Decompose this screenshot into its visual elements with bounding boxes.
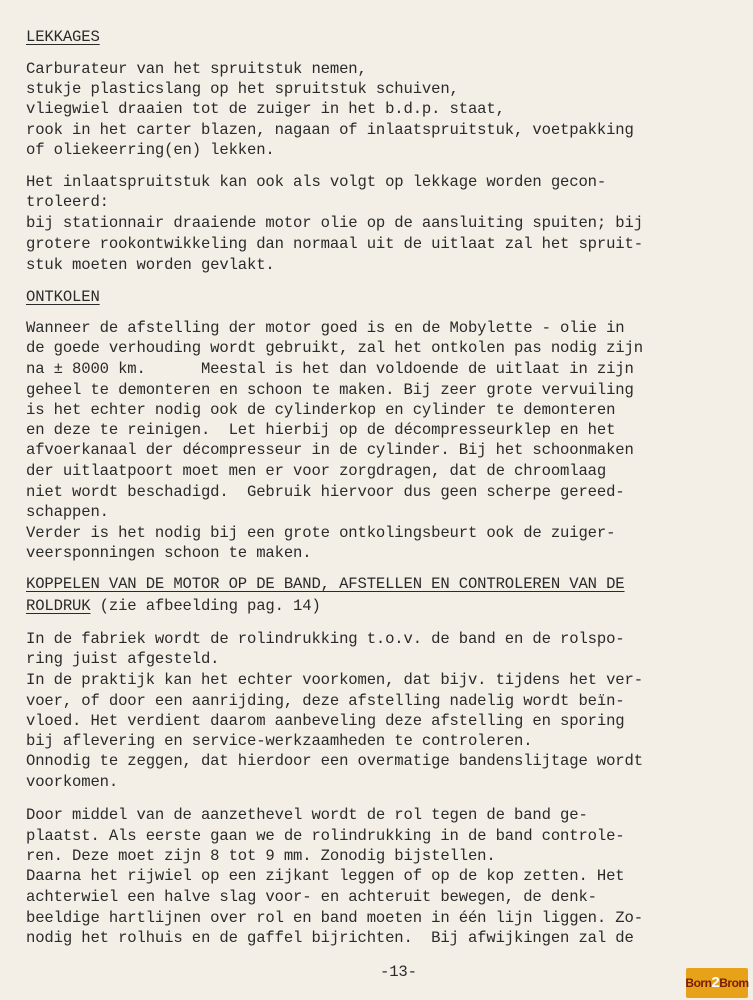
section-heading-lekkages: LEKKAGES xyxy=(26,28,100,46)
text-line: Door middel van de aanzethevel wordt de rol tegen de band ge- xyxy=(26,806,588,824)
text-line: Het inlaatspruitstuk kan ook als volgt op lekkage worden gecon- xyxy=(26,173,607,191)
text-line: na ± 8000 km. Meestal is het dan voldoende de uitlaat in zijn xyxy=(26,360,634,378)
text-line: nodig het rolhuis en de gaffel bijrichten. Bij afwijkingen zal de xyxy=(26,929,634,947)
heading-suffix: (zie afbeelding pag. 14) xyxy=(90,597,321,615)
text-line: voer, of door een aanrijding, deze afstelling nadelig wordt beïn- xyxy=(26,692,625,710)
born2brom-logo xyxy=(686,968,748,998)
text-line: is het echter nodig ook de cylinderkop en cylinder te demonteren xyxy=(26,401,616,419)
text-line: plaatst. Als eerste gaan we de rolindrukking in de band controle- xyxy=(26,827,625,845)
section-heading-ontkolen: ONTKOLEN xyxy=(26,288,100,306)
text-line: Daarna het rijwiel op een zijkant leggen of op de kop zetten. Het xyxy=(26,867,625,885)
text-line: en deze te reinigen. Let hierbij op de décompresseurklep en het xyxy=(26,421,616,439)
text-line: achterwiel een halve slag voor- en achteruit bewegen, de denk- xyxy=(26,888,597,906)
text-line: ring juist afgesteld. xyxy=(26,650,220,668)
text-line: In de fabriek wordt de rolindrukking t.o.v. de band en de rolspo- xyxy=(26,630,625,648)
text-line: stuk moeten worden gevlakt. xyxy=(26,256,275,274)
text-line: bij aflevering en service-werkzaamheden te controleren. xyxy=(26,732,533,750)
text-line: ren. Deze moet zijn 8 tot 9 mm. Zonodig bijstellen. xyxy=(26,847,496,865)
text-line: Carburateur van het spruitstuk nemen, xyxy=(26,60,367,78)
text-line: rook in het carter blazen, nagaan of inlaatspruitstuk, voetpakking xyxy=(26,121,634,139)
logo-text-right: Brom xyxy=(719,976,749,990)
text-line: voorkomen. xyxy=(26,773,119,791)
text-line: of oliekeerring(en) lekken. xyxy=(26,141,275,159)
text-line: troleerd: xyxy=(26,193,109,211)
text-line: Onnodig te zeggen, dat hierdoor een overmatige bandenslijtage wordt xyxy=(26,752,643,770)
text-line: afvoerkanaal der décompresseur in de cylinder. Bij het schoonmaken xyxy=(26,441,634,459)
section-heading-koppelen-line2 xyxy=(26,596,321,616)
text-line: bij stationnair draaiende motor olie op de aansluiting spuiten; bij xyxy=(26,214,643,232)
page-number: -13- xyxy=(380,963,417,981)
text-line: stukje plasticslang op het spruitstuk schuiven, xyxy=(26,80,459,98)
text-line: vliegwiel draaien tot de zuiger in het b.d.p. staat, xyxy=(26,100,505,118)
logo-text-mid: 2 xyxy=(711,974,720,991)
text-line: grotere rookontwikkeling dan normaal uit de uitlaat zal het spruit- xyxy=(26,235,643,253)
logo-text-left: Born xyxy=(685,976,712,990)
text-line: geheel te demonteren en schoon te maken. Bij zeer grote vervuiling xyxy=(26,381,634,399)
heading-roldruk: ROLDRUK xyxy=(26,597,91,615)
section-heading-koppelen: KOPPELEN VAN DE MOTOR OP DE BAND, AFSTELLEN EN CONTROLEREN VAN DE xyxy=(26,575,625,593)
text-line: der uitlaatpoort moet men er voor zorgdragen, dat de chroomlaag xyxy=(26,462,607,480)
text-line: Verder is het nodig bij een grote ontkolingsbeurt ook de zuiger- xyxy=(26,524,616,542)
text-line: In de praktijk kan het echter voorkomen, dat bijv. tijdens het ver- xyxy=(26,671,643,689)
text-line: schappen. xyxy=(26,503,109,521)
text-line: veersponningen schoon te maken. xyxy=(26,544,312,562)
text-line: Wanneer de afstelling der motor goed is en de Mobylette - olie in xyxy=(26,319,625,337)
text-line: vloed. Het verdient daarom aanbeveling deze afstelling en sporing xyxy=(26,712,625,730)
text-line: niet wordt beschadigd. Gebruik hiervoor dus geen scherpe gereed- xyxy=(26,483,625,501)
text-line: de goede verhouding wordt gebruikt, zal het ontkolen pas nodig zijn xyxy=(26,339,643,357)
text-line: beeldige hartlijnen over rol en band moeten in één lijn liggen. Zo- xyxy=(26,909,643,927)
